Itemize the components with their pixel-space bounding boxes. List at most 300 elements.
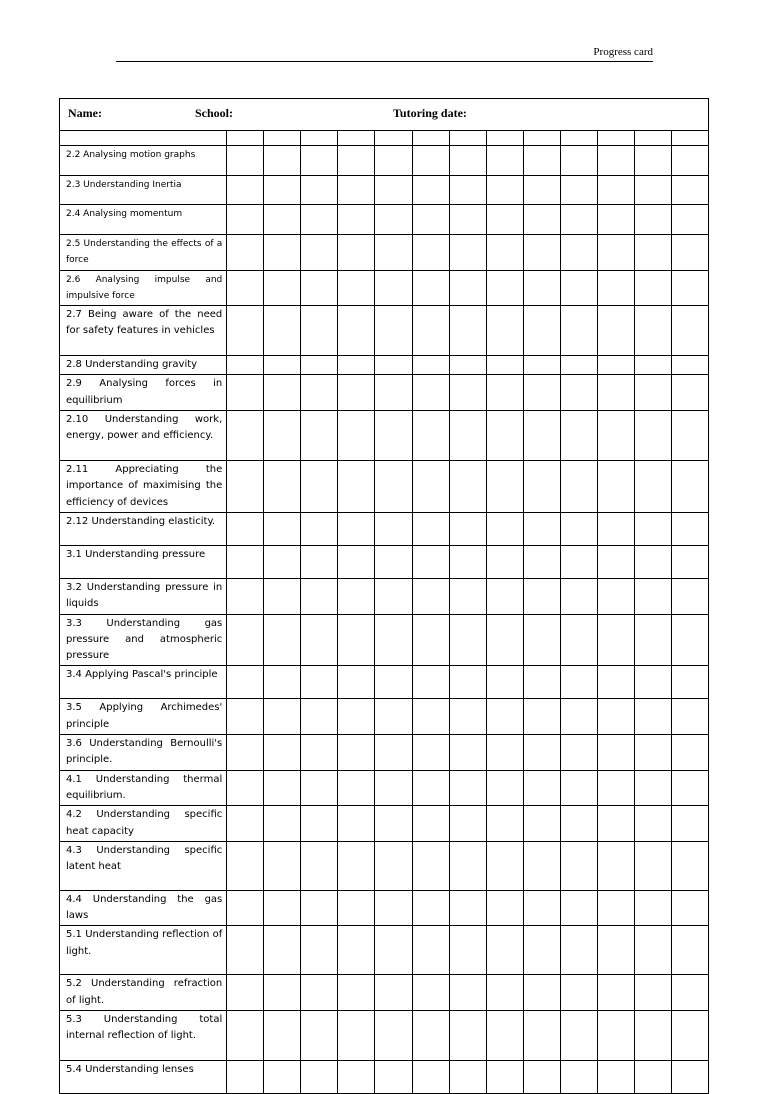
progress-cell[interactable] (560, 545, 597, 578)
progress-cell[interactable] (486, 890, 523, 926)
progress-cell[interactable] (523, 270, 560, 306)
progress-cell[interactable] (486, 176, 523, 205)
progress-cell[interactable] (560, 512, 597, 545)
progress-cell[interactable] (597, 926, 634, 975)
progress-cell[interactable] (227, 545, 264, 578)
progress-cell[interactable] (634, 205, 671, 235)
progress-cell[interactable] (227, 176, 264, 205)
progress-cell[interactable] (412, 545, 449, 578)
progress-cell[interactable] (227, 306, 264, 356)
progress-cell[interactable] (597, 356, 634, 375)
progress-cell[interactable] (634, 512, 671, 545)
progress-cell[interactable] (560, 770, 597, 806)
progress-cell[interactable] (634, 146, 671, 176)
progress-cell[interactable] (375, 1061, 412, 1094)
progress-cell[interactable] (560, 205, 597, 235)
progress-cell[interactable] (264, 375, 301, 411)
progress-cell[interactable] (227, 205, 264, 235)
progress-cell[interactable] (227, 235, 264, 271)
progress-cell[interactable] (671, 375, 708, 411)
progress-cell[interactable] (301, 146, 338, 176)
progress-cell[interactable] (301, 890, 338, 926)
progress-cell[interactable] (338, 699, 375, 735)
progress-cell[interactable] (375, 512, 412, 545)
progress-cell[interactable] (227, 270, 264, 306)
progress-cell[interactable] (486, 666, 523, 699)
progress-cell[interactable] (560, 890, 597, 926)
progress-cell[interactable] (227, 770, 264, 806)
progress-cell[interactable] (523, 205, 560, 235)
progress-cell[interactable] (597, 841, 634, 890)
progress-cell[interactable] (597, 770, 634, 806)
progress-cell[interactable] (375, 545, 412, 578)
progress-cell[interactable] (338, 770, 375, 806)
progress-cell[interactable] (301, 770, 338, 806)
progress-cell[interactable] (523, 545, 560, 578)
progress-cell[interactable] (449, 890, 486, 926)
progress-cell[interactable] (560, 176, 597, 205)
progress-cell[interactable] (301, 975, 338, 1011)
progress-cell[interactable] (301, 205, 338, 235)
progress-cell[interactable] (338, 512, 375, 545)
progress-cell[interactable] (338, 146, 375, 176)
progress-cell[interactable] (634, 176, 671, 205)
progress-cell[interactable] (597, 461, 634, 513)
progress-cell[interactable] (523, 176, 560, 205)
progress-cell[interactable] (227, 806, 264, 842)
progress-cell[interactable] (671, 666, 708, 699)
progress-cell[interactable] (301, 512, 338, 545)
progress-cell[interactable] (412, 461, 449, 513)
progress-cell[interactable] (449, 770, 486, 806)
progress-cell[interactable] (634, 770, 671, 806)
progress-cell[interactable] (634, 806, 671, 842)
progress-cell[interactable] (634, 545, 671, 578)
progress-cell[interactable] (486, 375, 523, 411)
progress-cell[interactable] (412, 356, 449, 375)
progress-cell[interactable] (375, 235, 412, 271)
progress-cell[interactable] (227, 356, 264, 375)
progress-cell[interactable] (634, 735, 671, 771)
progress-cell[interactable] (560, 735, 597, 771)
progress-cell[interactable] (597, 176, 634, 205)
progress-cell[interactable] (449, 1011, 486, 1061)
progress-cell[interactable] (671, 411, 708, 461)
progress-cell[interactable] (523, 578, 560, 614)
progress-cell[interactable] (264, 614, 301, 666)
progress-cell[interactable] (597, 666, 634, 699)
progress-cell[interactable] (264, 411, 301, 461)
progress-cell[interactable] (412, 975, 449, 1011)
progress-cell[interactable] (375, 735, 412, 771)
progress-cell[interactable] (449, 411, 486, 461)
progress-cell[interactable] (301, 735, 338, 771)
progress-cell[interactable] (634, 926, 671, 975)
progress-cell[interactable] (264, 890, 301, 926)
progress-cell[interactable] (375, 306, 412, 356)
progress-cell[interactable] (523, 735, 560, 771)
progress-cell[interactable] (227, 841, 264, 890)
progress-cell[interactable] (412, 512, 449, 545)
progress-cell[interactable] (449, 205, 486, 235)
progress-cell[interactable] (264, 235, 301, 271)
progress-cell[interactable] (671, 735, 708, 771)
progress-cell[interactable] (560, 926, 597, 975)
progress-cell[interactable] (375, 770, 412, 806)
progress-cell[interactable] (301, 699, 338, 735)
progress-cell[interactable] (671, 841, 708, 890)
progress-cell[interactable] (523, 1011, 560, 1061)
progress-cell[interactable] (671, 699, 708, 735)
progress-cell[interactable] (227, 975, 264, 1011)
progress-cell[interactable] (634, 578, 671, 614)
progress-cell[interactable] (375, 975, 412, 1011)
progress-cell[interactable] (449, 545, 486, 578)
progress-cell[interactable] (338, 235, 375, 271)
progress-cell[interactable] (449, 375, 486, 411)
progress-cell[interactable] (449, 666, 486, 699)
progress-cell[interactable] (634, 235, 671, 271)
progress-cell[interactable] (227, 512, 264, 545)
progress-cell[interactable] (301, 461, 338, 513)
progress-cell[interactable] (560, 1061, 597, 1094)
progress-cell[interactable] (449, 1061, 486, 1094)
progress-cell[interactable] (412, 770, 449, 806)
progress-cell[interactable] (264, 699, 301, 735)
progress-cell[interactable] (301, 841, 338, 890)
progress-cell[interactable] (634, 614, 671, 666)
progress-cell[interactable] (523, 890, 560, 926)
progress-cell[interactable] (375, 926, 412, 975)
progress-cell[interactable] (634, 411, 671, 461)
progress-cell[interactable] (264, 306, 301, 356)
progress-cell[interactable] (375, 146, 412, 176)
progress-cell[interactable] (227, 146, 264, 176)
progress-cell[interactable] (671, 806, 708, 842)
progress-cell[interactable] (597, 375, 634, 411)
progress-cell[interactable] (264, 770, 301, 806)
progress-cell[interactable] (301, 270, 338, 306)
progress-cell[interactable] (375, 806, 412, 842)
progress-cell[interactable] (375, 375, 412, 411)
progress-cell[interactable] (338, 975, 375, 1011)
progress-cell[interactable] (264, 735, 301, 771)
progress-cell[interactable] (301, 1011, 338, 1061)
progress-cell[interactable] (338, 205, 375, 235)
progress-cell[interactable] (523, 146, 560, 176)
progress-cell[interactable] (560, 666, 597, 699)
progress-cell[interactable] (412, 841, 449, 890)
progress-cell[interactable] (634, 1011, 671, 1061)
progress-cell[interactable] (301, 806, 338, 842)
progress-cell[interactable] (412, 306, 449, 356)
progress-cell[interactable] (671, 235, 708, 271)
progress-cell[interactable] (375, 205, 412, 235)
progress-cell[interactable] (597, 270, 634, 306)
progress-cell[interactable] (375, 356, 412, 375)
progress-cell[interactable] (671, 146, 708, 176)
progress-cell[interactable] (338, 356, 375, 375)
progress-cell[interactable] (523, 356, 560, 375)
progress-cell[interactable] (412, 146, 449, 176)
progress-cell[interactable] (264, 578, 301, 614)
progress-cell[interactable] (449, 512, 486, 545)
progress-cell[interactable] (560, 375, 597, 411)
progress-cell[interactable] (486, 735, 523, 771)
progress-cell[interactable] (338, 926, 375, 975)
progress-cell[interactable] (375, 578, 412, 614)
progress-cell[interactable] (597, 735, 634, 771)
progress-cell[interactable] (560, 578, 597, 614)
progress-cell[interactable] (671, 614, 708, 666)
progress-cell[interactable] (338, 1061, 375, 1094)
progress-cell[interactable] (449, 699, 486, 735)
progress-cell[interactable] (671, 306, 708, 356)
progress-cell[interactable] (301, 411, 338, 461)
progress-cell[interactable] (227, 1061, 264, 1094)
progress-cell[interactable] (634, 699, 671, 735)
progress-cell[interactable] (338, 176, 375, 205)
progress-cell[interactable] (523, 1061, 560, 1094)
progress-cell[interactable] (449, 806, 486, 842)
progress-cell[interactable] (375, 666, 412, 699)
progress-cell[interactable] (412, 176, 449, 205)
progress-cell[interactable] (597, 146, 634, 176)
progress-cell[interactable] (264, 146, 301, 176)
progress-cell[interactable] (412, 578, 449, 614)
progress-cell[interactable] (671, 176, 708, 205)
progress-cell[interactable] (671, 512, 708, 545)
progress-cell[interactable] (671, 1011, 708, 1061)
progress-cell[interactable] (671, 205, 708, 235)
progress-cell[interactable] (597, 545, 634, 578)
progress-cell[interactable] (227, 461, 264, 513)
progress-cell[interactable] (375, 890, 412, 926)
progress-cell[interactable] (301, 235, 338, 271)
progress-cell[interactable] (264, 1011, 301, 1061)
progress-cell[interactable] (227, 926, 264, 975)
progress-cell[interactable] (338, 841, 375, 890)
progress-cell[interactable] (523, 770, 560, 806)
progress-cell[interactable] (671, 770, 708, 806)
progress-cell[interactable] (449, 975, 486, 1011)
progress-cell[interactable] (671, 545, 708, 578)
progress-cell[interactable] (486, 770, 523, 806)
progress-cell[interactable] (486, 205, 523, 235)
progress-cell[interactable] (634, 890, 671, 926)
progress-cell[interactable] (264, 841, 301, 890)
progress-cell[interactable] (227, 578, 264, 614)
progress-cell[interactable] (597, 975, 634, 1011)
progress-cell[interactable] (486, 461, 523, 513)
progress-cell[interactable] (412, 666, 449, 699)
progress-cell[interactable] (486, 614, 523, 666)
progress-cell[interactable] (449, 461, 486, 513)
progress-cell[interactable] (338, 545, 375, 578)
progress-cell[interactable] (486, 235, 523, 271)
progress-cell[interactable] (597, 699, 634, 735)
progress-cell[interactable] (486, 926, 523, 975)
progress-cell[interactable] (375, 176, 412, 205)
progress-cell[interactable] (486, 1011, 523, 1061)
progress-cell[interactable] (264, 975, 301, 1011)
progress-cell[interactable] (338, 666, 375, 699)
progress-cell[interactable] (412, 1061, 449, 1094)
progress-cell[interactable] (597, 411, 634, 461)
progress-cell[interactable] (338, 806, 375, 842)
progress-cell[interactable] (301, 356, 338, 375)
progress-cell[interactable] (560, 270, 597, 306)
progress-cell[interactable] (486, 545, 523, 578)
progress-cell[interactable] (449, 735, 486, 771)
progress-cell[interactable] (560, 1011, 597, 1061)
progress-cell[interactable] (264, 512, 301, 545)
progress-cell[interactable] (412, 699, 449, 735)
progress-cell[interactable] (634, 975, 671, 1011)
progress-cell[interactable] (671, 926, 708, 975)
progress-cell[interactable] (597, 512, 634, 545)
progress-cell[interactable] (597, 578, 634, 614)
progress-cell[interactable] (227, 614, 264, 666)
progress-cell[interactable] (597, 1011, 634, 1061)
progress-cell[interactable] (523, 235, 560, 271)
progress-cell[interactable] (671, 270, 708, 306)
progress-cell[interactable] (597, 205, 634, 235)
progress-cell[interactable] (560, 235, 597, 271)
progress-cell[interactable] (338, 1011, 375, 1061)
progress-cell[interactable] (671, 578, 708, 614)
progress-cell[interactable] (523, 841, 560, 890)
progress-cell[interactable] (412, 614, 449, 666)
progress-cell[interactable] (375, 841, 412, 890)
progress-cell[interactable] (486, 1061, 523, 1094)
progress-cell[interactable] (449, 578, 486, 614)
progress-cell[interactable] (634, 270, 671, 306)
progress-cell[interactable] (634, 841, 671, 890)
progress-cell[interactable] (227, 411, 264, 461)
progress-cell[interactable] (634, 666, 671, 699)
progress-cell[interactable] (338, 461, 375, 513)
progress-cell[interactable] (634, 375, 671, 411)
progress-cell[interactable] (523, 666, 560, 699)
progress-cell[interactable] (523, 699, 560, 735)
progress-cell[interactable] (560, 614, 597, 666)
progress-cell[interactable] (597, 614, 634, 666)
progress-cell[interactable] (486, 841, 523, 890)
progress-cell[interactable] (634, 306, 671, 356)
progress-cell[interactable] (301, 176, 338, 205)
progress-cell[interactable] (449, 146, 486, 176)
progress-cell[interactable] (412, 806, 449, 842)
progress-cell[interactable] (671, 1061, 708, 1094)
progress-cell[interactable] (301, 1061, 338, 1094)
progress-cell[interactable] (597, 1061, 634, 1094)
progress-cell[interactable] (375, 411, 412, 461)
progress-cell[interactable] (486, 578, 523, 614)
progress-cell[interactable] (301, 666, 338, 699)
progress-cell[interactable] (560, 699, 597, 735)
progress-cell[interactable] (523, 512, 560, 545)
progress-cell[interactable] (671, 356, 708, 375)
progress-cell[interactable] (449, 926, 486, 975)
progress-cell[interactable] (412, 205, 449, 235)
progress-cell[interactable] (486, 512, 523, 545)
progress-cell[interactable] (301, 545, 338, 578)
progress-cell[interactable] (486, 806, 523, 842)
progress-cell[interactable] (671, 890, 708, 926)
progress-cell[interactable] (375, 1011, 412, 1061)
progress-cell[interactable] (486, 699, 523, 735)
progress-cell[interactable] (412, 1011, 449, 1061)
progress-cell[interactable] (486, 975, 523, 1011)
progress-cell[interactable] (264, 270, 301, 306)
progress-cell[interactable] (597, 235, 634, 271)
progress-cell[interactable] (523, 614, 560, 666)
progress-cell[interactable] (301, 926, 338, 975)
progress-cell[interactable] (486, 146, 523, 176)
progress-cell[interactable] (486, 306, 523, 356)
progress-cell[interactable] (264, 176, 301, 205)
progress-cell[interactable] (412, 926, 449, 975)
progress-cell[interactable] (264, 1061, 301, 1094)
progress-cell[interactable] (634, 1061, 671, 1094)
progress-cell[interactable] (560, 461, 597, 513)
progress-cell[interactable] (227, 735, 264, 771)
progress-cell[interactable] (560, 841, 597, 890)
progress-cell[interactable] (338, 890, 375, 926)
progress-cell[interactable] (264, 356, 301, 375)
progress-cell[interactable] (227, 699, 264, 735)
progress-cell[interactable] (375, 270, 412, 306)
progress-cell[interactable] (523, 306, 560, 356)
progress-cell[interactable] (338, 735, 375, 771)
progress-cell[interactable] (560, 356, 597, 375)
progress-cell[interactable] (486, 270, 523, 306)
progress-cell[interactable] (301, 375, 338, 411)
progress-cell[interactable] (338, 270, 375, 306)
progress-cell[interactable] (338, 375, 375, 411)
progress-cell[interactable] (560, 975, 597, 1011)
progress-cell[interactable] (449, 841, 486, 890)
progress-cell[interactable] (375, 461, 412, 513)
progress-cell[interactable] (486, 411, 523, 461)
progress-cell[interactable] (227, 666, 264, 699)
progress-cell[interactable] (264, 205, 301, 235)
progress-cell[interactable] (560, 411, 597, 461)
progress-cell[interactable] (375, 614, 412, 666)
progress-cell[interactable] (523, 926, 560, 975)
progress-cell[interactable] (449, 235, 486, 271)
progress-cell[interactable] (523, 975, 560, 1011)
progress-cell[interactable] (227, 375, 264, 411)
progress-cell[interactable] (597, 890, 634, 926)
progress-cell[interactable] (597, 806, 634, 842)
progress-cell[interactable] (449, 270, 486, 306)
progress-cell[interactable] (523, 411, 560, 461)
progress-cell[interactable] (597, 306, 634, 356)
progress-cell[interactable] (301, 306, 338, 356)
progress-cell[interactable] (634, 461, 671, 513)
progress-cell[interactable] (338, 411, 375, 461)
progress-cell[interactable] (412, 735, 449, 771)
progress-cell[interactable] (634, 356, 671, 375)
progress-cell[interactable] (523, 806, 560, 842)
progress-cell[interactable] (523, 375, 560, 411)
progress-cell[interactable] (560, 146, 597, 176)
progress-cell[interactable] (412, 270, 449, 306)
progress-cell[interactable] (412, 235, 449, 271)
progress-cell[interactable] (671, 461, 708, 513)
